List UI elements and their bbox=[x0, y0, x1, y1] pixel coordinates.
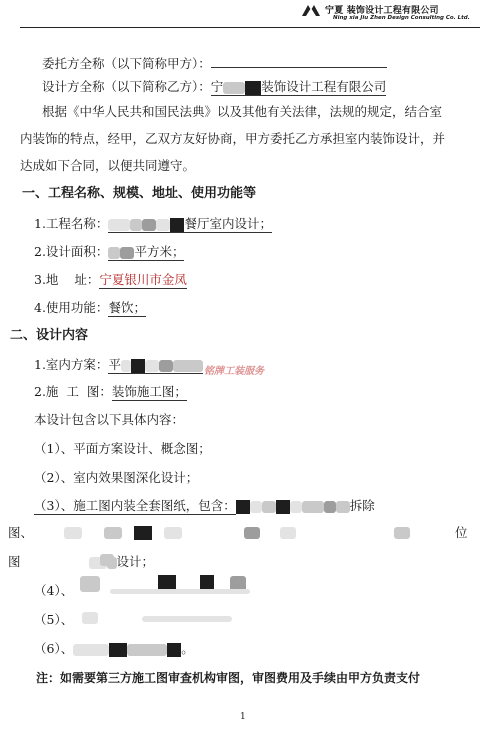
intro-line-3: 达成如下合同，以便共同遵守。 bbox=[20, 158, 196, 173]
content-item-6-end: 。 bbox=[181, 641, 194, 656]
redaction-blur bbox=[108, 247, 120, 259]
redaction-blur bbox=[104, 527, 122, 539]
redacted-line-region bbox=[64, 526, 446, 540]
client-line bbox=[42, 55, 387, 72]
redaction-blur bbox=[173, 360, 203, 372]
designer-value-start: 宁 bbox=[210, 79, 224, 94]
section1-heading: 一、工程名称、规模、地址、使用功能等 bbox=[22, 186, 257, 201]
project-name-line bbox=[34, 216, 272, 232]
redaction-blur bbox=[142, 616, 232, 622]
function-line bbox=[34, 300, 146, 316]
designer-value-end: 装饰设计工程有限公司 bbox=[261, 79, 387, 94]
redaction-blur bbox=[130, 219, 142, 231]
content-item-1: （1）、平面方案设计、概念图； bbox=[34, 441, 211, 456]
client-blank bbox=[211, 55, 387, 68]
company-logo-icon bbox=[300, 3, 322, 18]
content-item-6-label: （6）、 bbox=[34, 641, 74, 656]
plan-value bbox=[108, 357, 203, 374]
content-item-6 bbox=[34, 641, 194, 657]
redaction-blur bbox=[100, 554, 114, 566]
redaction-block bbox=[236, 500, 250, 514]
designer-value bbox=[211, 79, 387, 96]
redaction-blur bbox=[108, 219, 130, 231]
redaction-blur bbox=[250, 501, 262, 513]
redaction-blur bbox=[110, 589, 250, 594]
header-divider bbox=[20, 27, 480, 28]
area-label: 2.设计面积： bbox=[34, 244, 109, 259]
function-value: 餐饮； bbox=[108, 300, 146, 315]
header-company-name: 宁夏 装饰设计工程有限公司 bbox=[325, 6, 439, 16]
project-name-text: 餐厅室内设计； bbox=[184, 216, 272, 231]
area-line bbox=[34, 244, 184, 260]
continuation-text-a: 图、 bbox=[8, 525, 34, 540]
content-item-4 bbox=[34, 583, 73, 599]
redaction-blur bbox=[159, 360, 173, 372]
content-item-5 bbox=[34, 612, 73, 628]
redaction-blur bbox=[164, 527, 182, 539]
redaction-blur bbox=[280, 527, 296, 539]
address-text: 宁夏银川市金凤 bbox=[99, 272, 187, 287]
address-value bbox=[99, 272, 187, 289]
designer-label: 设计方全称（以下简称乙方）： bbox=[42, 79, 211, 94]
redaction-blur bbox=[120, 247, 134, 259]
redaction-blur bbox=[336, 501, 350, 513]
redaction-blur bbox=[121, 360, 131, 372]
redaction-block bbox=[109, 643, 127, 657]
function-label: 4.使用功能： bbox=[34, 300, 109, 315]
redaction-blur bbox=[262, 501, 276, 513]
construction-value: 装饰施工图； bbox=[111, 384, 187, 399]
redaction-block bbox=[276, 500, 290, 514]
continuation-text-c: 图 bbox=[8, 554, 21, 569]
redacted-line-region bbox=[82, 610, 262, 628]
note-line: 注：如需要第三方施工图审查机构审图，审图费用及手续由甲方负责支付 bbox=[36, 671, 421, 685]
construction-line bbox=[34, 384, 187, 400]
redaction-blur bbox=[223, 82, 245, 94]
redaction-blur bbox=[324, 501, 336, 513]
content-item-3-text: （3）、施工图内装全套图纸，包含： bbox=[34, 498, 236, 513]
redaction-block bbox=[131, 359, 145, 373]
continuation-text-d: 设计； bbox=[116, 554, 155, 569]
content-item-3-tail: 拆除 bbox=[349, 498, 375, 513]
redaction-blur bbox=[127, 644, 167, 656]
header-company-name-en: Ning xia Jiu Zhen Design Consulting Co. Ltd. bbox=[333, 15, 470, 21]
redaction-block bbox=[170, 218, 184, 232]
includes-line: 本设计包含以下具体内容： bbox=[34, 412, 185, 427]
designer-line bbox=[42, 79, 386, 95]
redaction-blur bbox=[73, 644, 109, 656]
continuation-line-1 bbox=[8, 525, 33, 541]
content-item-5-label: （5）、 bbox=[34, 612, 74, 627]
construction-label: 2.施 工 图： bbox=[34, 384, 112, 399]
intro-line-2: 内装饰的特点，经甲，乙双方友好协商，甲方委托乙方承担室内装饰设计，并 bbox=[20, 131, 446, 146]
address-label: 3.地 址： bbox=[34, 272, 100, 287]
continuation-text-b: 位 bbox=[455, 525, 468, 540]
area-text: 平方米； bbox=[134, 244, 185, 259]
client-label: 委托方全称（以下简称甲方）： bbox=[42, 56, 211, 71]
redaction-blur bbox=[145, 360, 159, 372]
redaction-blur bbox=[156, 219, 170, 231]
section2-heading: 二、设计内容 bbox=[10, 328, 89, 343]
redaction-block bbox=[245, 81, 261, 95]
redaction-blur bbox=[244, 527, 260, 539]
content-item-2: （2）、室内效果图深化设计； bbox=[34, 470, 199, 485]
redaction-blur bbox=[302, 501, 324, 513]
watermark-stamp: 铭牌工装服务 bbox=[204, 366, 264, 377]
redaction-blur bbox=[82, 612, 98, 624]
plan-text: 平 bbox=[108, 357, 121, 372]
redaction-blur bbox=[290, 501, 302, 513]
content-item-4-label: （4）、 bbox=[34, 583, 74, 598]
address-line bbox=[34, 272, 187, 288]
redacted-line-region bbox=[80, 575, 270, 597]
redaction-block bbox=[167, 643, 181, 657]
redaction-block bbox=[134, 526, 152, 540]
project-name-value bbox=[108, 216, 272, 233]
redaction-blur bbox=[80, 576, 100, 592]
redaction-blur bbox=[64, 527, 82, 539]
project-name-label: 1.工程名称： bbox=[34, 216, 109, 231]
content-item-3 bbox=[34, 498, 375, 514]
plan-line bbox=[34, 357, 203, 373]
plan-label: 1.室内方案： bbox=[34, 357, 109, 372]
page-number: 1 bbox=[240, 712, 246, 722]
area-value bbox=[108, 244, 184, 261]
redacted-line-region bbox=[28, 552, 258, 568]
redaction-blur bbox=[394, 527, 410, 539]
intro-line-1: 根据《中华人民共和国民法典》以及其他有关法律，法规的规定，结合室 bbox=[42, 104, 443, 119]
redaction-blur bbox=[142, 219, 156, 231]
